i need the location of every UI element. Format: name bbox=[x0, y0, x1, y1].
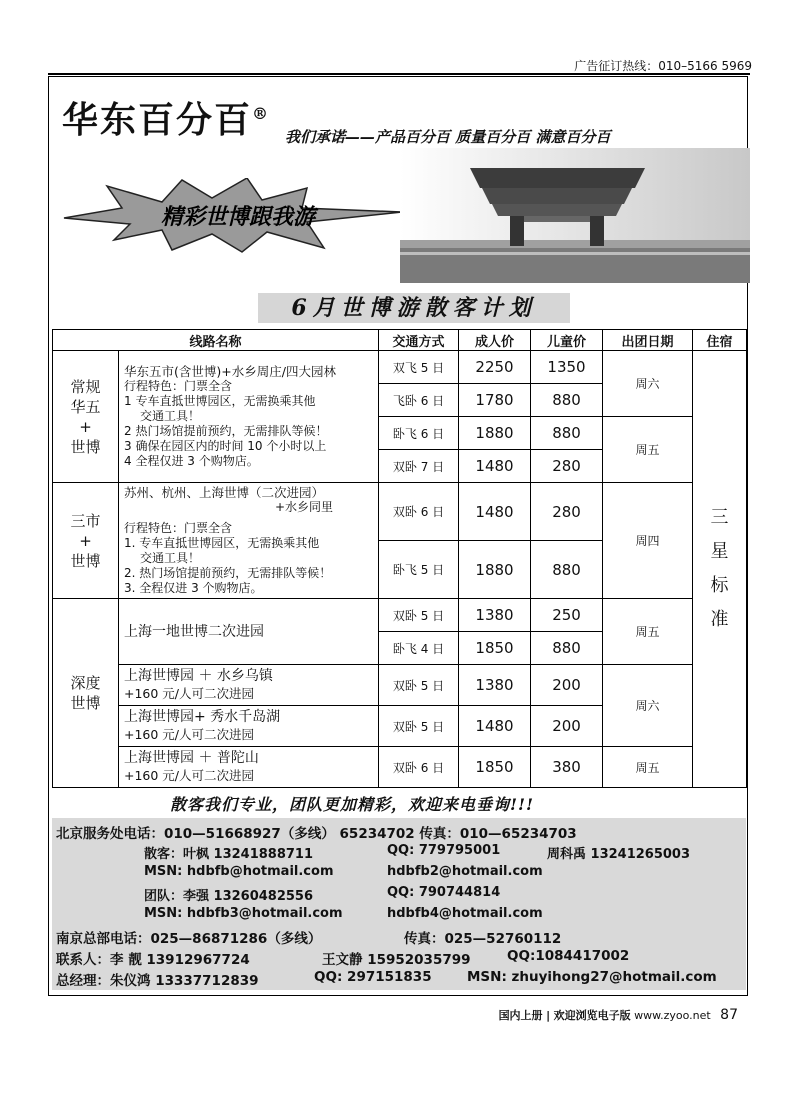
departure-day: 周四 bbox=[603, 483, 693, 599]
contact-person-2: 王文静 15952035799 bbox=[322, 952, 471, 968]
transport-cell: 飞卧 6 日 bbox=[379, 384, 459, 417]
adult-price: 1850 bbox=[459, 632, 531, 665]
transport-cell: 双飞 5 日 bbox=[379, 351, 459, 384]
top-rule bbox=[48, 73, 750, 75]
adult-price: 1380 bbox=[459, 665, 531, 706]
msn-4: hdbfb4@hotmail.com bbox=[387, 906, 543, 921]
category-three-cities: 三市 + 世博 bbox=[53, 483, 119, 599]
registered-mark: ® bbox=[252, 104, 271, 123]
adult-price: 1380 bbox=[459, 599, 531, 632]
group-qq: QQ: 790744814 bbox=[387, 885, 501, 900]
header-route: 线路名称 bbox=[53, 330, 379, 351]
table-row bbox=[53, 665, 747, 706]
footer-separator: | bbox=[546, 1009, 551, 1022]
header-adult: 成人价 bbox=[459, 330, 531, 351]
child-price: 250 bbox=[531, 599, 603, 632]
departure-day: 周六 bbox=[603, 665, 693, 747]
contact-person: 联系人：李 靓 13912967724 bbox=[56, 952, 250, 968]
group-contact: 团队：李强 13260482556 bbox=[144, 889, 314, 904]
motto: 散客我们专业，团队更加精彩，欢迎来电垂询!!! bbox=[170, 795, 535, 814]
footer-section: 国内上册 bbox=[498, 1009, 543, 1022]
banner-text: 精彩世博跟我游 bbox=[160, 204, 316, 230]
table-row bbox=[53, 483, 747, 541]
contact-block bbox=[52, 818, 746, 990]
nanjing-fax: 传真：025—52760112 bbox=[404, 931, 562, 947]
ad-hotline: 广告征订热线：010–5166 5969 bbox=[574, 59, 752, 73]
header-date: 出团日期 bbox=[603, 330, 693, 351]
retail-contact: 散客：叶枫 13241888711 bbox=[144, 847, 314, 862]
table-row bbox=[53, 599, 747, 632]
transport-cell: 卧飞 4 日 bbox=[379, 632, 459, 665]
footer-text: 欢迎浏览电子版 bbox=[553, 1009, 631, 1022]
msn-1: MSN: hdbfb@hotmail.com bbox=[144, 864, 334, 879]
brand-logo: 华东百分百® bbox=[62, 99, 271, 141]
route-three-cities: 苏州、杭州、上海世博（二次进园） +水乡同里 行程特色：门票全含 1. 专车直抵世博园区，无需换乘其他 交通工具！ 2. 热门场馆提前预约，无需排队等候！ 3. 全程仅进 3 个购物店。 bbox=[119, 483, 379, 599]
msn-3: MSN: hdbfb3@hotmail.com bbox=[144, 906, 343, 921]
child-price: 880 bbox=[531, 417, 603, 450]
transport-cell: 卧飞 5 日 bbox=[379, 541, 459, 599]
child-price: 380 bbox=[531, 747, 603, 788]
table-header-row bbox=[53, 330, 747, 351]
transport-cell: 双卧 6 日 bbox=[379, 747, 459, 788]
adult-price: 1480 bbox=[459, 706, 531, 747]
route-wuzhen: 上海世博园 ＋ 水乡乌镇 +160 元/人可二次进园 bbox=[119, 665, 379, 706]
manager-qq: QQ: 297151835 bbox=[314, 969, 432, 985]
route-shanghai-only: 上海一地世博二次进园 bbox=[119, 599, 379, 665]
footer-url[interactable]: www.zyoo.net bbox=[634, 1009, 711, 1022]
page-number: 87 bbox=[720, 1007, 738, 1023]
adult-price: 2250 bbox=[459, 351, 531, 384]
accommodation-cell: 三 星 标 准 bbox=[693, 351, 747, 788]
contact-qq: QQ:1084417002 bbox=[507, 948, 630, 964]
manager-msn: MSN: zhuyihong27@hotmail.com bbox=[467, 969, 717, 985]
banner-burst bbox=[62, 178, 404, 254]
china-pavilion-image bbox=[400, 148, 750, 283]
departure-day: 周六 bbox=[603, 351, 693, 417]
brand-slogan: 我们承诺——产品百分百 质量百分百 满意百分百 bbox=[285, 128, 611, 146]
route-putuo-mountain: 上海世博园 ＋ 普陀山 +160 元/人可二次进园 bbox=[119, 747, 379, 788]
retail-qq: QQ: 779795001 bbox=[387, 843, 501, 858]
table-row bbox=[53, 747, 747, 788]
adult-price: 1850 bbox=[459, 747, 531, 788]
header-transport: 交通方式 bbox=[379, 330, 459, 351]
adult-price: 1780 bbox=[459, 384, 531, 417]
route-east-china-five: 华东五市(含世博)+水乡周庄/四大园林 行程特色：门票全含 1 专车直抵世博园区，无需换乘其他 交通工具！ 2 热门场馆提前预约，无需排队等候！ 3 确保在园区内的时间 10 个小时以上 4 全程仅进 3 个购物店。 bbox=[119, 351, 379, 483]
adult-price: 1880 bbox=[459, 417, 531, 450]
msn-2: hdbfb2@hotmail.com bbox=[387, 864, 543, 879]
category-deep-expo: 深度 世博 bbox=[53, 599, 119, 788]
transport-cell: 卧飞 6 日 bbox=[379, 417, 459, 450]
child-price: 880 bbox=[531, 541, 603, 599]
transport-cell: 双卧 5 日 bbox=[379, 599, 459, 632]
category-regular: 常规 华五 + 世博 bbox=[53, 351, 119, 483]
transport-cell: 双卧 6 日 bbox=[379, 483, 459, 541]
departure-day: 周五 bbox=[603, 599, 693, 665]
child-price: 280 bbox=[531, 450, 603, 483]
child-price: 880 bbox=[531, 632, 603, 665]
child-price: 880 bbox=[531, 384, 603, 417]
departure-day: 周五 bbox=[603, 747, 693, 788]
general-manager: 总经理：朱仪鸿 13337712839 bbox=[56, 973, 259, 989]
child-price: 200 bbox=[531, 665, 603, 706]
adult-price: 1880 bbox=[459, 541, 531, 599]
departure-day: 周五 bbox=[603, 417, 693, 483]
retail-contact-2: 周科禹 13241265003 bbox=[547, 847, 691, 862]
route-qiandao-lake: 上海世博园+ 秀水千岛湖 +160 元/人可二次进园 bbox=[119, 706, 379, 747]
transport-cell: 双卧 5 日 bbox=[379, 706, 459, 747]
itinerary-table bbox=[52, 329, 747, 788]
adult-price: 1480 bbox=[459, 450, 531, 483]
page-footer bbox=[499, 1007, 738, 1023]
transport-cell: 双卧 7 日 bbox=[379, 450, 459, 483]
transport-cell: 双卧 5 日 bbox=[379, 665, 459, 706]
table-row bbox=[53, 351, 747, 384]
adult-price: 1480 bbox=[459, 483, 531, 541]
header-child: 儿童价 bbox=[531, 330, 603, 351]
child-price: 1350 bbox=[531, 351, 603, 384]
plan-title: 6月世博游散客计划 bbox=[258, 293, 570, 323]
header-stay: 住宿 bbox=[693, 330, 747, 351]
nanjing-hq-phone: 南京总部电话：025—86871286（多线） bbox=[56, 931, 322, 947]
child-price: 200 bbox=[531, 706, 603, 747]
beijing-office-phone: 北京服务处电话：010—51668927（多线） 65234702 传真：010—65234703 bbox=[56, 826, 577, 842]
child-price: 280 bbox=[531, 483, 603, 541]
